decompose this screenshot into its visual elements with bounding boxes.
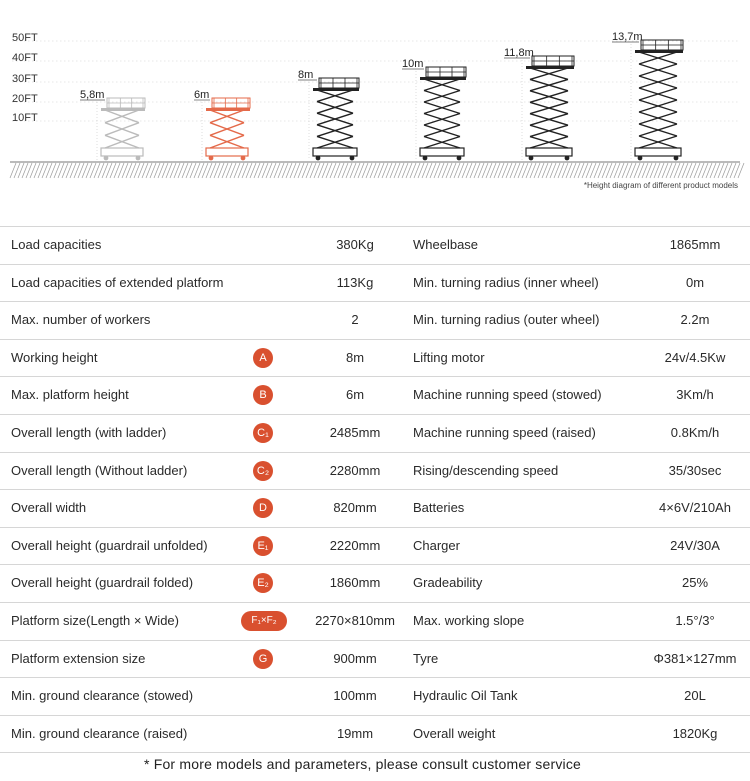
model-height-label: 8m [298, 69, 314, 81]
spec-name: Load capacities [11, 237, 102, 252]
spec-name: Overall height (guardrail unfolded) [11, 537, 208, 553]
spec-name: Min. turning radius (outer wheel) [413, 312, 600, 328]
dimension-badge: F₁×F₂ [241, 611, 287, 631]
spec-value: 2.2m [680, 312, 710, 328]
scissor-lift [504, 47, 574, 160]
table-row [0, 302, 750, 340]
table-row [0, 490, 750, 528]
table-row [0, 453, 750, 491]
dimension-badge: A [253, 348, 273, 368]
spec-value: Φ381×127mm [653, 650, 737, 666]
spec-value: 35/30sec [668, 462, 722, 478]
spec-name: Min. ground clearance (raised) [11, 725, 188, 741]
scissor-lift [194, 89, 250, 160]
spec-value: 820mm [333, 500, 377, 516]
spec-value: 3Km/h [676, 387, 714, 403]
spec-name: Lifting motor [413, 349, 485, 365]
spec-name: Overall width [11, 500, 87, 516]
dimension-badge: D [253, 498, 273, 518]
spec-name: Working height [11, 349, 98, 365]
spec-value: 1.5°/3° [675, 612, 715, 628]
spec-value: 25% [681, 575, 709, 591]
height-label: 30FT [12, 73, 38, 85]
spec-value: 2485mm [329, 424, 381, 440]
table-row [0, 603, 750, 641]
spec-value: 24V/30A [670, 537, 720, 553]
dimension-badge: E₂ [253, 573, 273, 593]
model-height-label: 10m [402, 58, 424, 70]
spec-name: Rising/descending speed [413, 462, 559, 478]
spec-name: Machine running speed (raised) [413, 424, 596, 440]
spec-value: 900mm [333, 650, 377, 666]
table-row [0, 415, 750, 453]
height-label: 50FT [12, 32, 38, 44]
model-height-label: 5,8m [80, 89, 105, 101]
table-row [0, 565, 750, 603]
table-row [0, 528, 750, 566]
table-row [0, 641, 750, 679]
table-row [0, 265, 750, 303]
spec-value: 20L [684, 688, 706, 704]
spec-name: Load capacities of extended platform [11, 274, 224, 290]
footer-note: * For more models and parameters, please consult customer service [143, 756, 582, 772]
height-diagram [0, 0, 750, 200]
spec-value: 1865mm [669, 237, 721, 252]
spec-value: 0.8Km/h [670, 424, 720, 440]
spec-value: 1820Kg [672, 725, 718, 741]
spec-name: Gradeability [413, 575, 483, 591]
spec-name: Wheelbase [413, 237, 479, 252]
scissor-lift [298, 69, 359, 160]
spec-value: 1860mm [329, 575, 381, 591]
table-row [0, 340, 750, 378]
height-label: 10FT [12, 112, 38, 124]
spec-value: 19mm [336, 725, 374, 741]
spec-name: Machine running speed (stowed) [413, 387, 602, 403]
spec-value: 2220mm [329, 537, 381, 553]
spec-name: Tyre [413, 650, 439, 666]
scissor-lift [80, 89, 145, 160]
spec-value: 2270×810mm [315, 612, 395, 628]
model-height-label: 6m [194, 89, 210, 101]
spec-name: Charger [413, 537, 460, 553]
spec-value: 8m [345, 349, 365, 365]
table-row [0, 678, 750, 716]
dimension-badge: E₁ [253, 536, 273, 556]
spec-value: 100mm [333, 688, 377, 704]
spec-name: Batteries [413, 500, 465, 516]
spec-name: Overall weight [413, 725, 496, 741]
scissor-lift [612, 31, 683, 160]
model-height-label: 11,8m [504, 47, 534, 59]
spec-table [0, 226, 750, 753]
spec-value: 380Kg [336, 237, 374, 252]
table-row [0, 377, 750, 415]
height-label: 20FT [12, 93, 38, 105]
table-row [0, 716, 750, 754]
spec-name: Min. turning radius (inner wheel) [413, 274, 599, 290]
scissor-lift [402, 58, 466, 160]
table-row [0, 226, 750, 265]
spec-name: Hydraulic Oil Tank [413, 688, 518, 704]
spec-name: Platform extension size [11, 650, 146, 666]
spec-value: 6m [345, 387, 365, 403]
spec-name: Overall length (with ladder) [11, 424, 167, 440]
spec-name: Overall length (Without ladder) [11, 462, 188, 478]
dimension-badge: G [253, 649, 273, 669]
spec-name: Overall height (guardrail folded) [11, 575, 194, 591]
diagram-caption: *Height diagram of different product models [583, 181, 738, 190]
spec-name: Max. number of workers [11, 312, 151, 328]
model-height-label: 13,7m [612, 31, 643, 43]
spec-value: 24v/4.5Kw [664, 349, 726, 365]
spec-value: 4×6V/210Ah [659, 500, 731, 516]
dimension-badge: B [253, 385, 273, 405]
spec-value: 113Kg [336, 274, 374, 290]
dimension-badge: C₁ [253, 423, 273, 443]
spec-name: Max. working slope [413, 612, 525, 628]
spec-value: 2280mm [329, 462, 381, 478]
spec-name: Min. ground clearance (stowed) [11, 688, 194, 704]
spec-name: Max. platform height [11, 387, 129, 403]
dimension-badge: C₂ [253, 461, 273, 481]
spec-value: 0m [685, 274, 705, 290]
spec-value: 2 [351, 312, 359, 328]
spec-name: Platform size(Length × Wide) [11, 612, 179, 628]
height-label: 40FT [12, 52, 38, 64]
